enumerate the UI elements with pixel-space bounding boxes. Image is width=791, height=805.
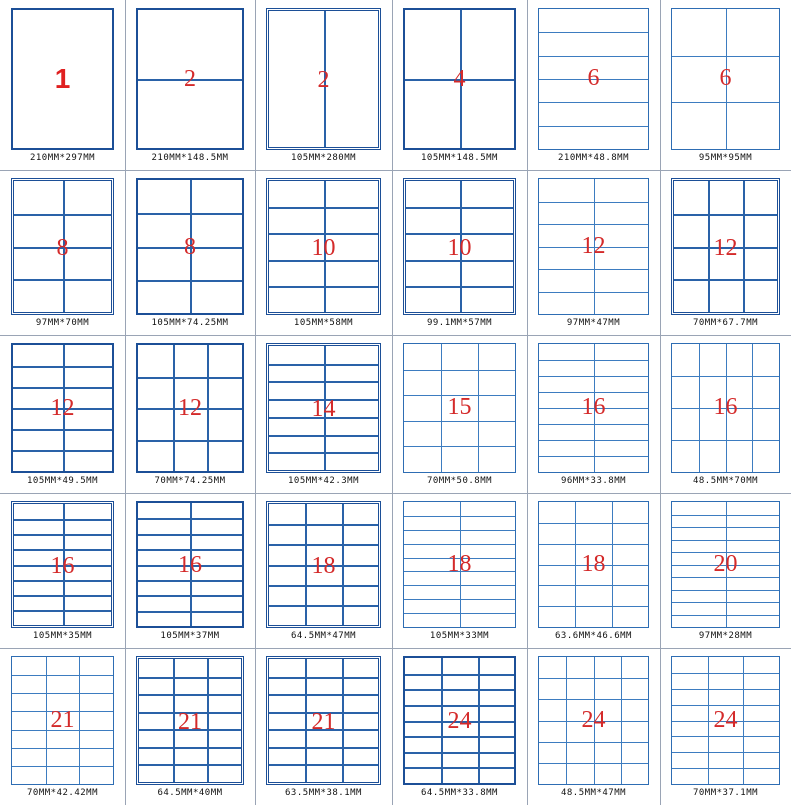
label-template-card xyxy=(0,493,125,648)
sheet-preview xyxy=(403,343,516,473)
label-row-divider xyxy=(672,673,779,674)
label-row-divider xyxy=(672,689,779,690)
label-row-divider xyxy=(139,694,241,696)
label-template-card xyxy=(125,0,255,170)
label-count: 6 xyxy=(719,65,732,91)
sheet-preview xyxy=(538,343,649,473)
label-size-caption: 105MM*74.25MM xyxy=(151,318,229,328)
label-template-card xyxy=(660,335,791,493)
label-row-divider xyxy=(672,705,779,706)
label-count: 24 xyxy=(447,707,472,734)
label-size-caption: 105MM*37MM xyxy=(160,631,220,641)
label-row-divider xyxy=(269,544,378,546)
label-size-caption: 48.5MM*70MM xyxy=(692,476,759,486)
label-size-caption: 105MM*58MM xyxy=(293,318,354,328)
label-count: 8 xyxy=(56,234,69,261)
label-template-card xyxy=(527,493,660,648)
sheet-preview xyxy=(11,343,114,473)
sheet-preview xyxy=(11,178,114,315)
label-row-divider xyxy=(12,766,113,767)
sheet-preview xyxy=(266,8,381,150)
label-template-card xyxy=(255,335,392,493)
label-row-divider xyxy=(405,752,514,754)
label-size-caption: 64.5MM*33.8MM xyxy=(421,788,498,798)
label-template-card xyxy=(125,335,255,493)
sheet-preview xyxy=(538,501,649,628)
label-template-card xyxy=(255,493,392,648)
label-row-divider xyxy=(12,748,113,749)
label-count: 15 xyxy=(447,394,472,420)
label-size-caption: 70MM*67.7MM xyxy=(692,318,759,328)
sheet-preview xyxy=(136,343,244,473)
label-count: 16 xyxy=(713,394,738,420)
sheet-preview xyxy=(538,178,649,315)
label-row-divider xyxy=(269,605,378,607)
sheet-preview xyxy=(403,656,516,785)
label-count: 16 xyxy=(581,394,606,420)
sheet-preview xyxy=(538,8,649,150)
label-row-divider xyxy=(404,421,515,422)
label-size-caption: 97MM*70MM xyxy=(35,318,90,328)
label-template-card xyxy=(255,0,392,170)
sheet-preview xyxy=(266,501,381,628)
label-template-card xyxy=(660,493,791,648)
label-row-divider xyxy=(672,768,779,769)
label-template-card xyxy=(0,0,125,170)
label-template-card xyxy=(527,335,660,493)
label-count: 12 xyxy=(50,395,75,421)
label-count: 6 xyxy=(587,65,600,91)
label-row-divider xyxy=(269,764,378,766)
label-size-caption: 105MM*42.3MM xyxy=(287,476,360,486)
label-template-card xyxy=(255,648,392,805)
sheet-preview xyxy=(266,343,381,473)
label-size-caption: 48.5MM*47MM xyxy=(560,788,627,798)
label-row-divider xyxy=(405,705,514,707)
label-count: 10 xyxy=(447,234,472,261)
label-row-divider xyxy=(405,736,514,738)
label-count: 20 xyxy=(713,550,738,577)
label-count: 21 xyxy=(311,708,336,735)
label-size-caption: 105MM*49.5MM xyxy=(26,476,99,486)
label-size-caption: 97MM*47MM xyxy=(566,318,621,328)
label-row-divider xyxy=(269,585,378,587)
sheet-preview xyxy=(266,178,381,315)
label-row-divider xyxy=(405,767,514,769)
label-count: 24 xyxy=(581,706,606,733)
label-template-card xyxy=(0,648,125,805)
sheet-preview xyxy=(671,501,780,628)
label-row-divider xyxy=(539,606,648,607)
label-count: 4 xyxy=(453,66,466,92)
sheet-preview xyxy=(11,8,114,150)
label-count: 12 xyxy=(713,234,738,261)
label-size-caption: 210MM*148.5MM xyxy=(151,153,229,163)
label-count: 8 xyxy=(184,233,196,260)
label-size-caption: 105MM*280MM xyxy=(290,153,357,163)
sheet-preview xyxy=(671,343,780,473)
label-row-divider xyxy=(405,674,514,676)
sheet-preview xyxy=(403,8,516,150)
label-size-caption: 64.5MM*40MM xyxy=(157,788,223,798)
label-row-divider xyxy=(12,693,113,694)
label-size-caption: 70MM*74.25MM xyxy=(154,476,226,486)
label-count: 10 xyxy=(311,234,336,261)
label-size-caption: 96MM*33.8MM xyxy=(560,476,627,486)
label-row-divider xyxy=(539,32,648,33)
label-row-divider xyxy=(404,446,515,447)
sheet-preview xyxy=(11,656,114,785)
label-count: 16 xyxy=(50,552,75,579)
label-template-card xyxy=(255,170,392,335)
label-row-divider xyxy=(674,214,777,216)
label-count: 2 xyxy=(317,67,330,93)
label-row-divider xyxy=(672,752,779,753)
label-count: 18 xyxy=(581,550,606,577)
label-row-divider xyxy=(139,764,241,766)
label-count: 16 xyxy=(178,551,202,578)
label-template-card xyxy=(0,170,125,335)
label-row-divider xyxy=(539,56,648,57)
label-size-caption: 105MM*148.5MM xyxy=(421,153,498,163)
label-row-divider xyxy=(539,585,648,586)
label-size-caption: 70MM*42.42MM xyxy=(26,788,99,798)
label-template-card xyxy=(527,170,660,335)
sheet-preview xyxy=(671,8,780,150)
sheet-preview xyxy=(266,656,381,785)
sheet-preview xyxy=(671,656,780,785)
label-count: 12 xyxy=(178,395,202,421)
label-row-divider xyxy=(539,102,648,103)
sheet-preview xyxy=(403,501,516,628)
label-template-card xyxy=(392,493,527,648)
label-template-card xyxy=(660,170,791,335)
label-template-card xyxy=(392,648,527,805)
sheet-preview xyxy=(403,178,516,315)
label-row-divider xyxy=(139,677,241,679)
label-row-divider xyxy=(539,523,648,524)
label-row-divider xyxy=(12,675,113,676)
label-count: 12 xyxy=(581,232,606,259)
label-size-caption: 99.1MM*57MM xyxy=(426,318,493,328)
label-size-caption: 63.5MM*38.1MM xyxy=(285,788,362,798)
label-size-caption: 64.5MM*47MM xyxy=(290,631,357,641)
label-count: 21 xyxy=(50,706,75,733)
label-template-card xyxy=(527,648,660,805)
label-template-card xyxy=(392,170,527,335)
label-template-card xyxy=(392,335,527,493)
label-size-caption: 105MM*33MM xyxy=(429,631,490,641)
label-template-card xyxy=(392,0,527,170)
label-template-card xyxy=(125,493,255,648)
label-count: 14 xyxy=(311,396,336,422)
label-row-divider xyxy=(139,747,241,749)
label-size-caption: 70MM*50.8MM xyxy=(426,476,493,486)
label-size-caption: 210MM*297MM xyxy=(29,153,96,163)
label-size-caption: 70MM*37.1MM xyxy=(692,788,759,798)
sheet-preview xyxy=(11,501,114,628)
label-template-card xyxy=(125,170,255,335)
label-template-card xyxy=(527,0,660,170)
label-template-card xyxy=(125,648,255,805)
label-row-divider xyxy=(539,126,648,127)
label-row-divider xyxy=(269,747,378,749)
sheet-preview xyxy=(671,178,780,315)
sheet-preview xyxy=(136,501,244,628)
label-row-divider xyxy=(404,370,515,371)
label-row-divider xyxy=(674,279,777,281)
label-row-divider xyxy=(269,677,378,679)
sheet-preview xyxy=(136,8,244,150)
sheet-preview xyxy=(136,178,244,315)
label-row-divider xyxy=(672,736,779,737)
label-count: 2 xyxy=(184,66,196,92)
label-template-card xyxy=(660,648,791,805)
label-template-card xyxy=(660,0,791,170)
label-size-caption: 95MM*95MM xyxy=(698,153,753,163)
label-count: 21 xyxy=(178,708,202,735)
label-count: 18 xyxy=(311,552,336,579)
label-count: 24 xyxy=(713,706,738,733)
label-size-caption: 210MM*48.8MM xyxy=(557,153,630,163)
label-row-divider xyxy=(138,377,242,379)
sheet-preview xyxy=(538,656,649,785)
label-row-divider xyxy=(138,440,242,442)
label-row-divider xyxy=(269,524,378,526)
sheet-preview xyxy=(136,656,244,785)
label-row-divider xyxy=(405,689,514,691)
label-template-card xyxy=(0,335,125,493)
label-count: 1 xyxy=(54,63,71,94)
label-row-divider xyxy=(539,544,648,545)
label-size-caption: 63.6MM*46.6MM xyxy=(555,631,632,641)
label-count: 18 xyxy=(447,550,472,577)
label-row-divider xyxy=(269,694,378,696)
label-size-caption: 97MM*28MM xyxy=(698,631,753,641)
label-size-caption: 105MM*35MM xyxy=(32,631,93,641)
